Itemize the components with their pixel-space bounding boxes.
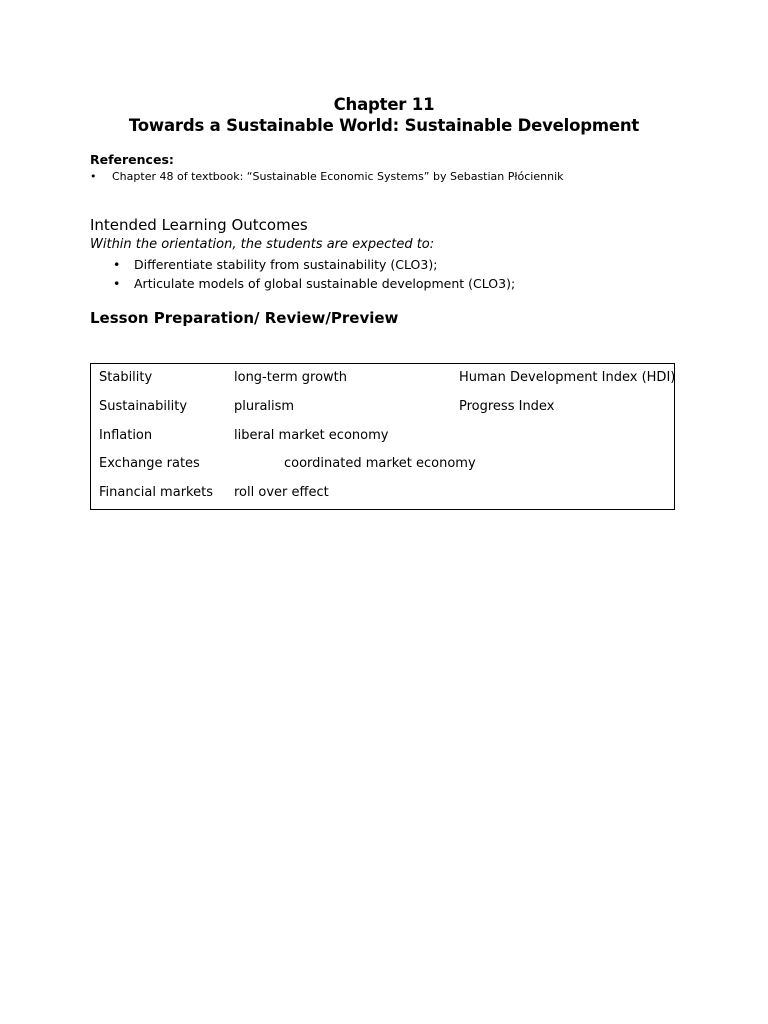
learning-outcome-item xyxy=(113,275,515,294)
term-exchange-rates: Exchange rates xyxy=(99,456,200,471)
reference-item xyxy=(90,170,564,184)
term-stability: Stability xyxy=(99,370,153,385)
chapter-title: Towards a Sustainable World: Sustainable Development xyxy=(128,116,640,135)
chapter-number: Chapter 11 xyxy=(333,95,435,114)
learning-outcomes-intro: Within the orientation, the students are expected to: xyxy=(90,237,435,252)
lesson-preparation-heading: Lesson Preparation/ Review/Preview xyxy=(90,309,399,327)
learning-outcomes-list xyxy=(113,256,515,293)
bullet-icon: • xyxy=(90,170,97,183)
bullet-icon: • xyxy=(113,257,121,272)
term-human-development-index: Human Development Index (HDI) xyxy=(459,370,676,385)
references-heading: References: xyxy=(90,152,174,167)
reference-text: Chapter 48 of textbook: “Sustainable Economic Systems” by Sebastian Płóciennik xyxy=(112,170,564,183)
term-liberal-market-economy: liberal market economy xyxy=(234,428,389,443)
learning-outcome-text: Articulate models of global sustainable development (CLO3); xyxy=(134,275,516,291)
term-sustainability: Sustainability xyxy=(99,399,188,414)
title-block xyxy=(0,94,768,136)
learning-outcome-item xyxy=(113,256,515,275)
terms-box xyxy=(90,363,675,510)
references-list xyxy=(90,170,564,184)
term-coordinated-market-economy: coordinated market economy xyxy=(284,456,476,471)
term-inflation: Inflation xyxy=(99,428,153,443)
term-roll-over-effect: roll over effect xyxy=(234,485,329,500)
term-financial-markets: Financial markets xyxy=(99,485,213,500)
term-long-term-growth: long-term growth xyxy=(234,370,347,385)
term-progress-index: Progress Index xyxy=(459,399,555,414)
learning-outcomes-heading: Intended Learning Outcomes xyxy=(90,216,308,234)
bullet-icon: • xyxy=(113,275,121,291)
learning-outcome-text: Differentiate stability from sustainability (CLO3); xyxy=(134,257,438,272)
term-pluralism: pluralism xyxy=(234,399,295,414)
